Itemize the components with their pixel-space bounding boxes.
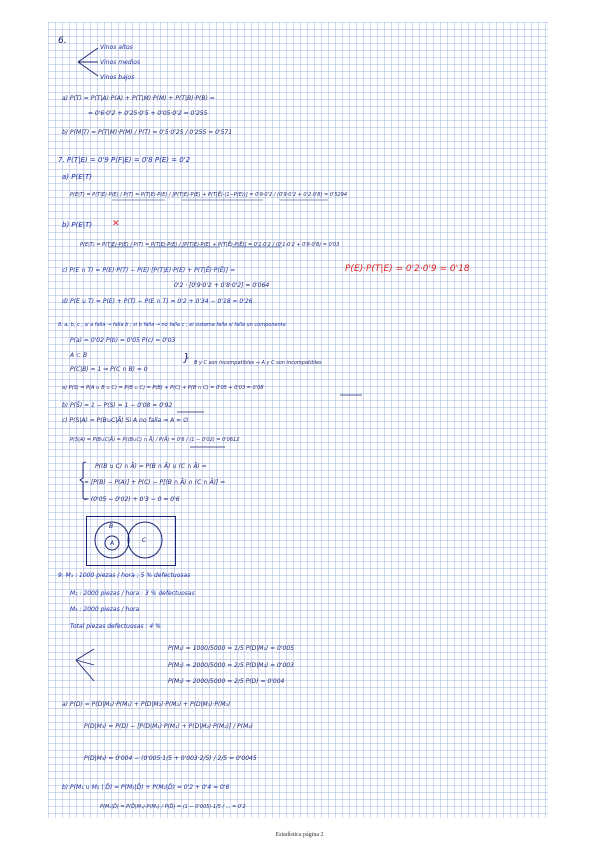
line-q9-m2: P(M₂) = 2000/5000 = 2/5 P(D|M₂) = 0'003 [168, 662, 294, 669]
line-q6-b: b) P(M|T) = P(T|M)·P(M) / P(T) = 0'5·0'25 / 0'255 = 0'571 [62, 129, 233, 136]
line-q9-b2: P(M₁|D̄) = P(D̄|M₁)·P(M₁) / P(D̄) = (1 − 0'005)·1/5 / ... = 0'2 [100, 804, 246, 810]
line-q9-3: M₃ : 2000 piezas / hora [70, 606, 140, 613]
line-q7-a: a) P(E|T) [62, 173, 92, 181]
line-q9-b: b) P(M₁ ∪ M₂ | D̄) = P(M₁|D̄) + P(M₂|D̄) = 0'2 + 0'4 = 0'6 [62, 784, 230, 791]
line-q7-c-red: P(E)·P(T|E) = 0'2·0'9 = 0'18 [345, 264, 470, 274]
brace-right: } [183, 351, 190, 364]
line-q8-pcb: P(C|B) = 1 ⇒ P(C ∩ B) = 0 [70, 366, 148, 373]
line-q8-c4: = [P(B) − P(A)] + P(C) − P[(B ∩ Ā) ∩ (C ∩ Ā)] = [84, 479, 226, 486]
line-q8-acb: A ⊂ B [70, 352, 88, 359]
line-q9-m3: P(M₃) = 2000/5000 = 2/5 P(D) = 0'004 [168, 678, 285, 685]
q7-fraction-bars [108, 200, 328, 247]
line-q6-a2: = 0'6·0'2 + 0'25·0'5 + 0'05·0'2 = 0'255 [88, 110, 208, 117]
line-q9-2: M₂ : 2000 piezas / hora : 3 % defectuosas [70, 590, 195, 597]
svg-text:C: C [142, 537, 147, 544]
line-q8-c5: = (0'05 − 0'02) + 0'3 − 0 = 0'6 [84, 496, 180, 503]
line-q7-b2: P(E|T) = P(T|E)·P(E) / P(T) = P(T|E)·P(E) / [P(T|E)·P(E) + P(T|Ē)·P(Ē)] = 0'1·0'2 / (0'1·0'2 + 0'8·0'8) = 0'03 [80, 242, 340, 248]
line-q7: 7. P(T|E) = 0'9 P(F|E) = 0'8 P(E) = 0'2 [58, 156, 191, 164]
svg-text:B: B [109, 523, 114, 530]
svg-text:A: A [110, 540, 115, 547]
line-q7-c: c) P(E ∩ T) = P(E)·P(T) − P(E)·[P(T|E)·P(E) + P(T|Ē)·P(Ē)] = [62, 267, 236, 274]
line-q7-d: d) P(E ∪ T) = P(E) + P(T) − P(E ∩ T) = 0'2 + 0'34 − 0'18 = 0'26 [62, 298, 253, 305]
line-q6-num: 6. [58, 36, 67, 46]
line-q9-a: a) P(D) = P(D|M₁)·P(M₁) + P(D|M₂)·P(M₂) + P(D|M₃)·P(M₃) [62, 701, 231, 708]
line-q8-c2: P(S|A) = P(B∪C|Ā) = P((B∪C) ∩ Ā) / P(Ā) = 0'6 / (1 − 0'02) = 0'0612 [70, 437, 240, 443]
line-q8-c: c) P(S|A) = P(B∪C|Ā) Si A no falla ⇒ A = ∅ [62, 417, 189, 424]
line-q6-tree-1: Vinos altos [100, 44, 133, 51]
line-q8-a: a) P(S) = P(A ∪ B ∪ C) = P(B ∪ C) = P(B) + P(C) + P(B ∩ C) = 0'05 + 0'03 = 0'08 [62, 385, 264, 391]
tree-diagram-q6 [78, 48, 98, 76]
line-q9-a3: P(D|M₃) = 0'004 − (0'005·1/5 + 0'003·2/5) / 2/5 = 0'0045 [84, 755, 257, 762]
line-q8-c3: P((B ∪ C) ∩ Ā) = P(B ∩ Ā) ∪ (C ∩ Ā) = [95, 463, 207, 470]
q8-underlines [177, 395, 362, 447]
line-q6-tree-3: Vinos bajos [100, 74, 135, 81]
line-q8: 8. a, b, c ; si a falla → falla b ; si b falla → no falla c ; el sistema falla si falla un componente [58, 322, 286, 328]
venn-circles [95, 522, 162, 558]
line-q7-c2: 0'2 · [0'9·0'2 + 0'8·0'2] = 0'064 [174, 282, 270, 289]
line-q9: 9. M₁ : 1000 piezas / hora ; 5 % defectuosas [58, 572, 191, 579]
line-q8-brace: B y C son incompatibles ⇒ A y C son incompatibles [194, 360, 322, 366]
line-q7-b: b) P(E|T) [62, 221, 93, 229]
line-q9-4: Total piezas defectuosas : 4 % [70, 623, 161, 630]
line-q6-a: a) P(T) = P(T|A)·P(A) + P(T|M)·P(M) + P(T|B)·P(B) = [62, 95, 215, 102]
line-q8-p: P(a) = 0'02 P(b) = 0'05 P(c) = 0'03 [70, 337, 176, 344]
line-q6-tree-2: Vinos medios [100, 59, 141, 66]
page-footer: Estadística página 2 [275, 832, 324, 838]
line-q9-m1: P(M₁) = 1000/5000 = 1/5 P(D|M₁) = 0'005 [168, 645, 294, 652]
line-q8-b: b) P(S̄) = 1 − P(S) = 1 − 0'08 = 0'92 [62, 402, 173, 409]
brace-left-q8 [80, 462, 86, 500]
cross-mark: ✕ [112, 219, 120, 229]
line-q7-a2: P(E|T) = P(T|E)·P(E) / P(T) = P(T|E)·P(E) / [P(T|E)·P(E) + P(T|Ē)·(1−P(E))] = 0'9·0'2 / (0'9·0'2 + 0'2·0'8) = 0'5294 [70, 192, 348, 198]
tree-diagram-q9 [76, 649, 94, 681]
line-q9-a2: P(D|M₃) = P(D) − [P(D|M₁)·P(M₁) + P(D|M₂)·P(M₂)] / P(M₃) [84, 723, 253, 730]
